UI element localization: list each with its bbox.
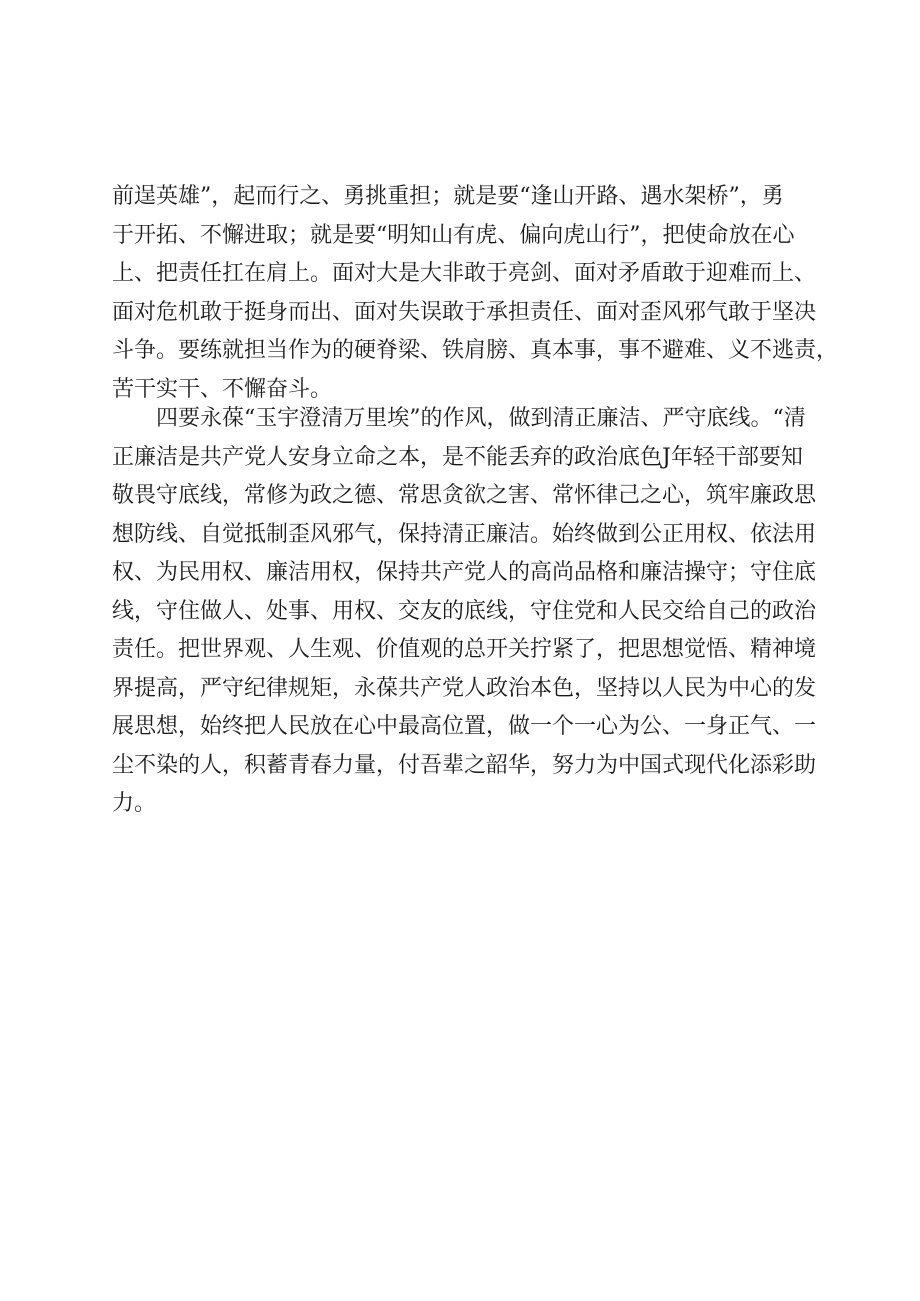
paragraph-1-line-2: 于开拓、不懈进取；就是要“明知山有虎、偏向虎山行”，把使命放在心 (112, 222, 795, 248)
paragraph-2-line-7: 责任。把世界观、人生观、价值观的总开关拧紧了，把思想觉悟、精神境 (112, 637, 817, 662)
paragraph-2 (112, 400, 824, 824)
paragraph-1-line-3: 上、把责任扛在肩上。面对大是大非敢于亮剑、面对矛盾敢于迎难而上、 (112, 261, 817, 286)
paragraph-1-line-4: 面对危机敢于挺身而出、面对失误敢于承担责任、面对歪风邪气敢于坚决 (112, 299, 817, 325)
paragraph-2-line-9: 展思想，始终把人民放在心中最高位置，做一个一心为公、一身正气、一 (112, 714, 817, 739)
paragraph-2-line-10: 尘不染的人，积蓄青春力量，付吾辈之韶华，努力为中国式现代化添彩助 (112, 752, 817, 778)
paragraph-2-line-8: 界提高，严守纪律规矩，永葆共产党人政治本色，坚持以人民为中心的发 (112, 675, 817, 701)
paragraph-1-line-5: 斗争。要练就担当作为的硬脊梁、铁肩膀、真本事，事不避难、义不逃责， (112, 338, 839, 363)
paragraph-1-line-6: 苦干实干、不懈奋斗。 (112, 376, 333, 402)
paragraph-2-line-2: 正廉洁是共产党人安身立命之本，是不能丢弃的政治底色J年轻干部要知 (112, 444, 803, 470)
paragraph-2-line-3: 敬畏守底线，常修为政之德、常思贪欲之害、常怀律己之心，筑牢廉政思 (112, 483, 817, 508)
paragraph-2-line-4: 想防线、自觉抵制歪风邪气，保持清正廉洁。始终做到公正用权、依法用 (112, 521, 817, 547)
paragraph-2-line-5: 权、为民用权、廉洁用权，保持共产党人的高尚品格和廉洁操守；守住底 (112, 560, 817, 585)
paragraph-1 (112, 178, 839, 409)
paragraph-2-line-1: 四要永葆“玉宇澄清万里埃”的作风，做到清正廉洁、严守底线。“清 (156, 406, 806, 431)
paragraph-2-line-11: 力。 (112, 791, 157, 816)
paragraph-1-line-1: 前逞英雄”，起而行之、勇挑重担；就是要“逢山开路、遇水架桥”，勇 (112, 184, 784, 209)
paragraph-2-line-6: 线，守住做人、处事、用权、交友的底线，守住党和人民交给自己的政治 (112, 598, 817, 624)
